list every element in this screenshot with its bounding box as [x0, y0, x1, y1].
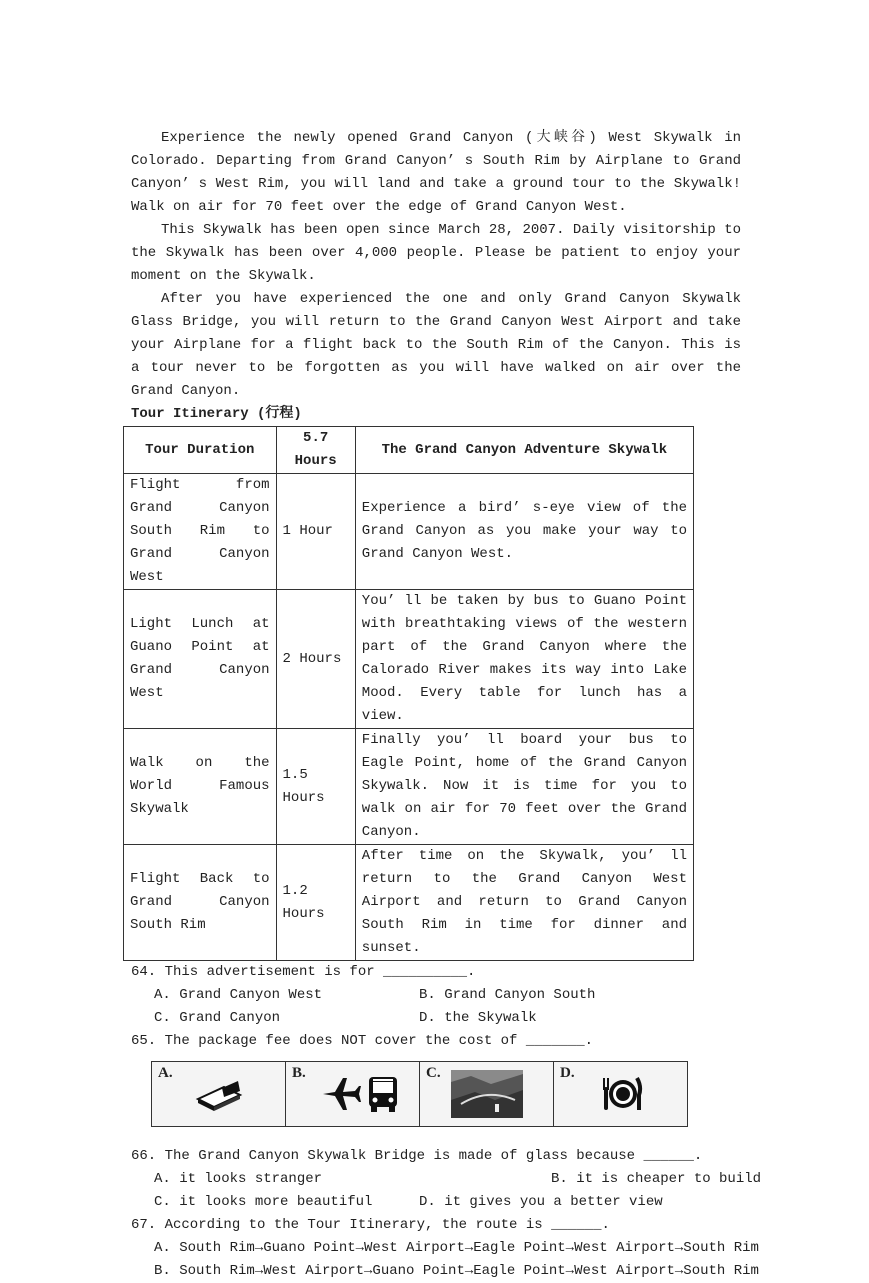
option-b: B. Grand Canyon South: [419, 987, 596, 1003]
table-row: [124, 474, 694, 590]
bus-icon: [367, 1075, 399, 1113]
intro-paragraph-2: This Skywalk has been open since March 28, 2007. Daily visitorship to the Skywalk has been over 4,000 people. Please be patient to enjoy your moment on the Skywalk.: [131, 222, 741, 284]
picture-label: C.: [426, 1065, 441, 1081]
option-a: A. it looks stranger: [154, 1171, 323, 1187]
option-d: D. the Skywalk: [419, 1010, 537, 1026]
picture-label: B.: [292, 1065, 306, 1081]
option-d: D. it gives you a better view: [419, 1194, 663, 1210]
row-time: 1 Hour: [276, 474, 355, 590]
intro-paragraph-3: After you have experienced the one and only Grand Canyon Skywalk Glass Bridge, you will return to the Grand Canyon West Airport and take your Airplane for a flight back to the South Rim of the Canyon. This is a tour never to be forgotten as you will have walked on air over the Grand Canyon.: [131, 291, 741, 399]
intro-paragraph-1: Experience the newly opened Grand Canyon (大峡谷) West Skywalk in Colorado. Departing from Grand Canyon’ s South Rim by Airplane to Grand Canyon’ s West Rim, you will land and take a ground tour to the Skywalk! Walk on air for 70 feet over the edge of Grand Canyon West.: [131, 130, 741, 215]
row-activity: Flight Back to Grand Canyon South Rim: [124, 845, 277, 961]
option-a: A. Grand Canyon West: [154, 987, 323, 1003]
question-66-options-row-1: [131, 1168, 762, 1191]
table-row: [124, 729, 694, 845]
table-header-row: [124, 427, 694, 474]
row-time: 1.5 Hours: [276, 729, 355, 845]
row-description: You’ ll be taken by bus to Guano Point with breathtaking views of the western part of the Grand Canyon where the Calorado River makes its way into Lake Mood. Every table for lunch has a view.: [355, 590, 693, 729]
header-tour-name: The Grand Canyon Adventure Skywalk: [355, 427, 693, 474]
plate-icon: [599, 1075, 643, 1113]
table-row: [124, 590, 694, 729]
option-b: B. it is cheaper to build: [551, 1171, 762, 1187]
question-66-options-row-2: [131, 1191, 741, 1214]
question-67-stem: 67. According to the Tour Itinerary, the route is ______.: [131, 1217, 610, 1233]
itinerary-table: [123, 426, 694, 961]
picture-option-d: [554, 1062, 687, 1126]
picture-label: A.: [158, 1065, 173, 1081]
row-time: 2 Hours: [276, 590, 355, 729]
row-description: After time on the Skywalk, you’ ll return to the Grand Canyon West Airport and return to Grand Canyon South Rim in time for dinner and sunset.: [355, 845, 693, 961]
row-activity: Walk on the World Famous Skywalk: [124, 729, 277, 845]
bed-icon: [194, 1077, 244, 1111]
question-65-stem: 65. The package fee does NOT cover the cost of _______.: [131, 1033, 594, 1049]
table-row: [124, 845, 694, 961]
question-64-options-row-2: [131, 1007, 741, 1030]
question-65-picture-options: [131, 1053, 741, 1145]
row-time: 1.2 Hours: [276, 845, 355, 961]
question-66-stem: 66. The Grand Canyon Skywalk Bridge is made of glass because ______.: [131, 1148, 703, 1164]
row-description: Experience a bird’ s-eye view of the Grand Canyon as you make your way to Grand Canyon West.: [355, 474, 693, 590]
row-description: Finally you’ ll board your bus to Eagle Point, home of the Grand Canyon Skywalk. Now it is time for you to walk on air for 70 feet over the Grand Canyon.: [355, 729, 693, 845]
itinerary-title: Tour Itinerary (行程): [131, 406, 302, 422]
header-total-hours: 5.7 Hours: [276, 427, 355, 474]
airplane-icon: [321, 1074, 361, 1114]
question-64-stem: 64. This advertisement is for __________.: [131, 964, 476, 980]
picture-option-strip: [151, 1061, 688, 1127]
row-activity: Light Lunch at Guano Point at Grand Canyon West: [124, 590, 277, 729]
option-c: C. Grand Canyon: [154, 1010, 281, 1026]
canyon-photo: [451, 1070, 523, 1118]
picture-option-b: [286, 1062, 420, 1126]
question-67-option-a: A. South Rim→Guano Point→West Airport→Eagle Point→West Airport→South Rim: [154, 1240, 759, 1256]
header-duration: Tour Duration: [124, 427, 277, 474]
picture-option-a: [152, 1062, 286, 1126]
document-page: [130, 127, 762, 1283]
picture-label: D.: [560, 1065, 575, 1081]
question-64-options-row-1: [131, 984, 741, 1007]
question-67-option-b: B. South Rim→West Airport→Guano Point→Eagle Point→West Airport→South Rim: [154, 1263, 759, 1279]
picture-option-c: [420, 1062, 554, 1126]
row-activity: Flight from Grand Canyon South Rim to Grand Canyon West: [124, 474, 277, 590]
option-c: C. it looks more beautiful: [154, 1194, 373, 1210]
